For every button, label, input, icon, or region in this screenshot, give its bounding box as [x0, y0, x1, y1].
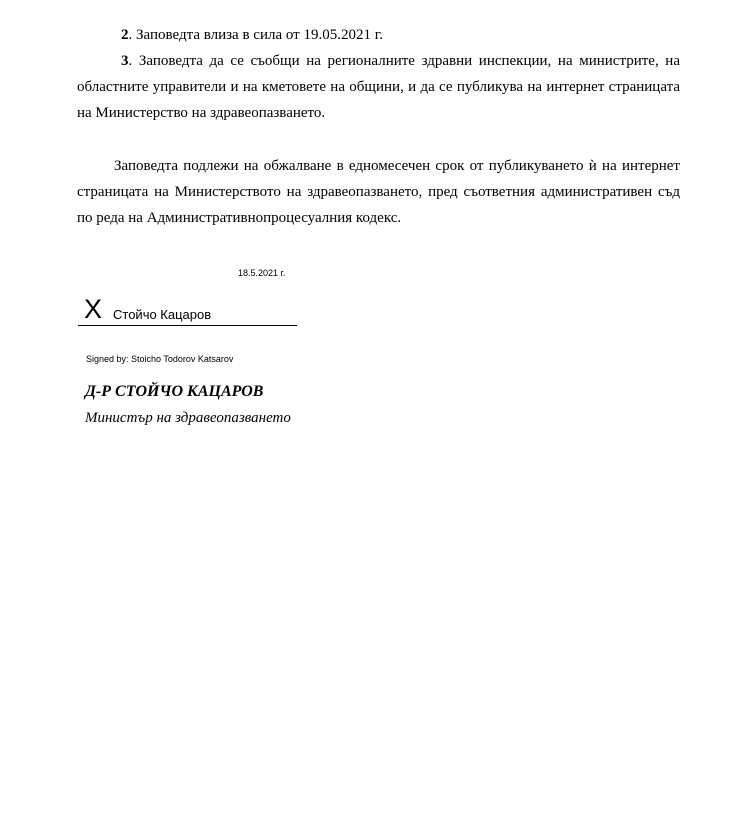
signature-line	[78, 325, 297, 326]
appeal-notice: Заповедта подлежи на обжалване в едномесечен срок от публикуването ѝ на интернет страницата на Министерството на здравеопазването, пред съответния административен съд по реда на Административнопроцесуалния кодекс.	[77, 158, 680, 226]
clause-3-text: . Заповедта да се съобщи на регионалните здравни инспекции, на министрите, на областните управители и на кметовете на общини, и да се публикува на интернет страницата на Министерство на здравеопазването.	[77, 53, 680, 121]
clause-3	[77, 48, 680, 126]
signature-name: Стойчо Кацаров	[113, 307, 212, 322]
clause-3-number: 3	[121, 53, 129, 69]
clause-2	[77, 22, 680, 48]
clause-2-text: . Заповедта влиза в сила от 19.05.2021 г.	[128, 27, 383, 43]
signature-date: 18.5.2021 г.	[238, 268, 286, 278]
signed-by-text: Signed by: Stoicho Todorov Katsarov	[86, 354, 234, 364]
signature-mark: X	[84, 294, 103, 324]
clause-2-number: 2	[121, 27, 129, 43]
signer-title: Министър на здравеопазването	[85, 410, 291, 426]
signer-name: Д-Р СТОЙЧО КАЦАРОВ	[85, 383, 264, 400]
